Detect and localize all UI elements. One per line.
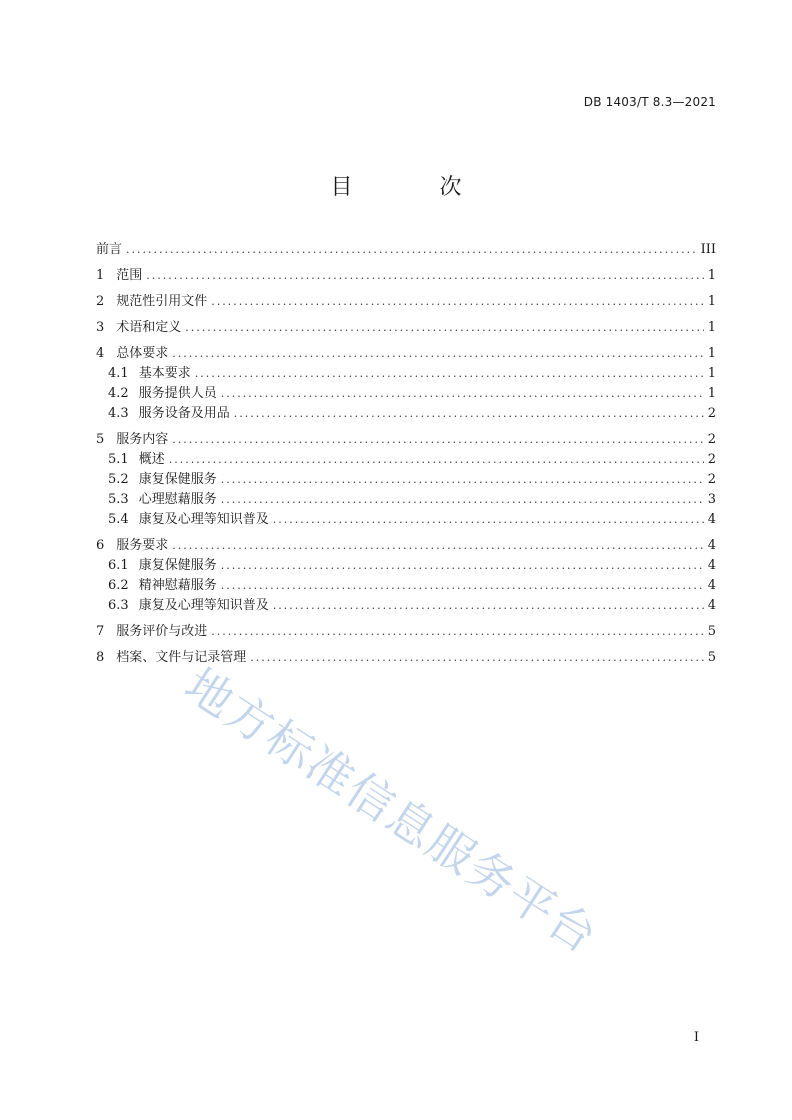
toc-entry-page: 1 [707,320,716,335]
toc-entry-label: 概述 [138,452,165,467]
toc-entry[interactable] [96,344,716,364]
toc-entry[interactable] [96,622,716,642]
toc-entry-page: 4 [707,538,716,553]
toc-entry-page: 4 [707,578,716,593]
toc-entry-page: 2 [707,452,716,467]
toc-entry-number: 6 [96,538,105,553]
toc-entry-label: 范围 [116,268,143,283]
toc-entry-label: 康复保健服务 [138,558,217,573]
toc-entry[interactable] [96,596,716,616]
toc-entry-number: 2 [96,294,105,309]
toc-entry-label: 康复保健服务 [138,472,217,487]
toc-entry-page: 4 [707,558,716,573]
toc-entry-number: 6.1 [108,558,129,573]
toc-leader-dots [126,240,697,260]
toc-entry[interactable] [96,536,716,556]
toc-entry-number: 4.1 [108,366,129,381]
page-title: 目 次 [330,175,502,200]
toc-entry[interactable] [96,292,716,312]
toc-entry-number: 5.4 [108,512,129,527]
toc-entry-page: 2 [707,472,716,487]
toc-entry[interactable] [96,470,716,490]
toc-entry-label: 规范性引用文件 [116,294,208,309]
toc-leader-dots [211,622,703,642]
toc-entry-label: 精神慰藉服务 [138,578,217,593]
toc-entry-label: 基本要求 [138,366,191,381]
toc-leader-dots [273,596,704,616]
toc-entry-label: 术语和定义 [116,320,182,335]
toc-entry-number: 4 [96,346,105,361]
toc-entry-number: 5 [96,432,105,447]
toc-entry-label: 康复及心理等知识普及 [138,512,269,527]
toc-entry-label: 总体要求 [116,346,169,361]
toc-entry-label: 服务提供人员 [138,386,217,401]
toc-entry-page: 4 [707,598,716,613]
toc-leader-dots [172,344,703,364]
toc-entry[interactable] [96,648,716,668]
toc-entry-number: 5.2 [108,472,129,487]
table-of-contents [96,240,716,668]
toc-entry-label: 前言 [96,242,123,257]
toc-entry-label: 服务要求 [116,538,169,553]
page-number: I [693,1030,699,1045]
toc-entry-page: 1 [707,346,716,361]
toc-leader-dots [195,364,704,384]
toc-entry-number: 4.2 [108,386,129,401]
toc-entry-number: 8 [96,650,105,665]
toc-entry-page: 4 [707,512,716,527]
toc-entry-page: 2 [707,432,716,447]
toc-entry-page: 1 [707,366,716,381]
toc-entry-number: 1 [96,268,105,283]
toc-entry[interactable] [96,490,716,510]
toc-entry-number: 5.3 [108,492,129,507]
toc-entry-page: III [700,242,716,257]
watermark: 地方标准信息服务平台 [175,657,608,965]
toc-leader-dots [221,470,704,490]
toc-entry[interactable] [96,556,716,576]
toc-leader-dots [250,648,703,668]
toc-entry-label: 心理慰藉服务 [138,492,217,507]
toc-entry-label: 康复及心理等知识普及 [138,598,269,613]
toc-entry-number: 3 [96,320,105,335]
toc-entry-page: 1 [707,386,716,401]
document-code: DB 1403/T 8.3—2021 [583,95,716,109]
toc-entry[interactable] [96,266,716,286]
toc-leader-dots [234,404,704,424]
toc-leader-dots [273,510,704,530]
toc-leader-dots [211,292,703,312]
toc-entry-label: 服务内容 [116,432,169,447]
toc-entry-number: 6.2 [108,578,129,593]
toc-entry-page: 3 [707,492,716,507]
toc-entry[interactable] [96,430,716,450]
toc-entry[interactable] [96,404,716,424]
toc-leader-dots [146,266,703,286]
toc-entry[interactable] [96,318,716,338]
toc-entry-label: 服务评价与改进 [116,624,208,639]
toc-entry-number: 4.3 [108,406,129,421]
toc-leader-dots [221,384,704,404]
toc-entry[interactable] [96,384,716,404]
toc-leader-dots [185,318,703,338]
toc-entry-label: 服务设备及用品 [138,406,230,421]
toc-entry[interactable] [96,450,716,470]
toc-leader-dots [169,450,704,470]
toc-entry-number: 7 [96,624,105,639]
toc-leader-dots [221,490,704,510]
toc-leader-dots [172,430,703,450]
toc-entry[interactable] [96,576,716,596]
toc-entry-page: 1 [707,268,716,283]
toc-entry-page: 2 [707,406,716,421]
toc-leader-dots [221,576,704,596]
toc-entry-number: 6.3 [108,598,129,613]
toc-entry[interactable] [96,240,716,260]
toc-entry-page: 1 [707,294,716,309]
toc-entry-page: 5 [707,624,716,639]
toc-entry[interactable] [96,364,716,384]
toc-leader-dots [221,556,704,576]
toc-entry-page: 5 [707,650,716,665]
toc-entry-label: 档案、文件与记录管理 [116,650,247,665]
toc-leader-dots [172,536,703,556]
toc-entry-number: 5.1 [108,452,129,467]
toc-entry[interactable] [96,510,716,530]
